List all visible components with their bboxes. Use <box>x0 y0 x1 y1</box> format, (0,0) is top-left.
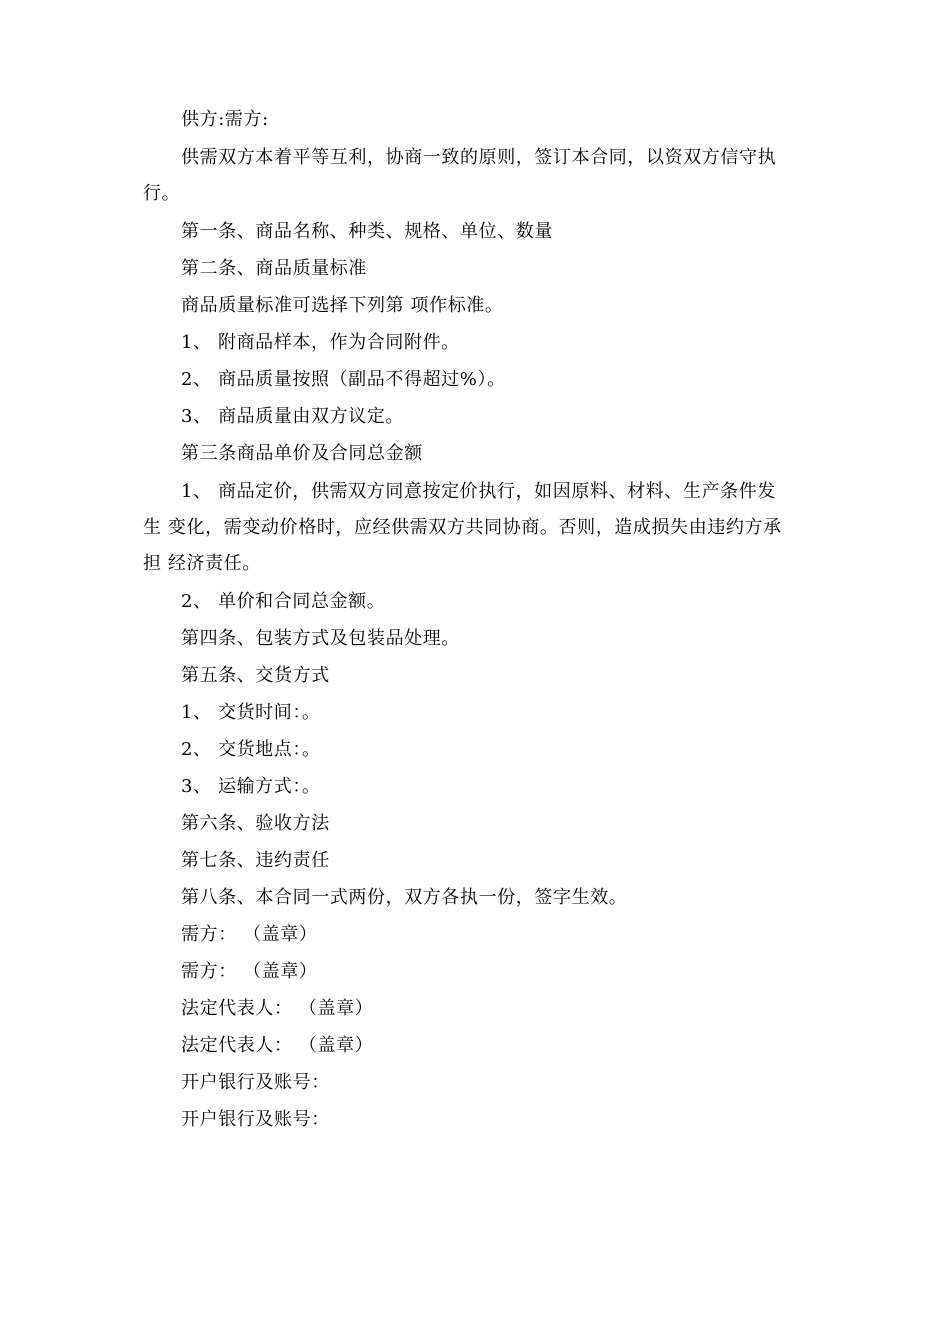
signature-party-2: 需方： （盖章） <box>181 961 318 982</box>
quality-item-3: 3、 商品质量由双方议定。 <box>181 406 404 427</box>
quality-item-2: 2、 商品质量按照（副品不得超过%）。 <box>181 369 506 390</box>
price-item-2: 2、 单价和合同总金额。 <box>181 591 386 612</box>
bank-account-1: 开户银行及账号： <box>181 1072 330 1093</box>
article-5-heading: 第五条、交货方式 <box>181 665 330 686</box>
preamble-line-1: 供需双方本着平等互利，协商一致的原则，签订本合同，以资双方信守执 <box>181 147 777 168</box>
price-item-1-line-3: 担 经济责任。 <box>143 553 261 574</box>
price-item-1-line-2: 生 变化，需变动价格时，应经供需双方共同协商。否则，造成损失由违约方承 <box>143 517 782 538</box>
quality-standard-line: 商品质量标准可选择下列第 项作标准。 <box>181 295 504 316</box>
signature-party-1: 需方： （盖章） <box>181 924 318 945</box>
quality-item-1: 1、 附商品样本，作为合同附件。 <box>181 332 460 353</box>
article-8-heading: 第八条、本合同一式两份，双方各执一份，签字生效。 <box>181 887 628 908</box>
parties-line: 供方:需方: <box>181 109 269 130</box>
article-2-heading: 第二条、商品质量标准 <box>181 258 367 279</box>
article-3-heading: 第三条商品单价及合同总金额 <box>181 443 423 464</box>
delivery-item-3: 3、 运输方式：。 <box>181 776 321 797</box>
article-1-heading: 第一条、商品名称、种类、规格、单位、数量 <box>181 221 553 242</box>
legal-representative-2: 法定代表人： （盖章） <box>181 1035 374 1056</box>
delivery-item-2: 2、 交货地点：。 <box>181 739 321 760</box>
article-4-heading: 第四条、包装方式及包装品处理。 <box>181 628 460 649</box>
delivery-item-1: 1、 交货时间：。 <box>181 702 321 723</box>
article-6-heading: 第六条、验收方法 <box>181 813 330 834</box>
legal-representative-1: 法定代表人： （盖章） <box>181 998 374 1019</box>
preamble-line-2: 行。 <box>143 183 181 204</box>
bank-account-2: 开户银行及账号： <box>181 1109 330 1130</box>
article-7-heading: 第七条、违约责任 <box>181 850 330 871</box>
price-item-1-line-1: 1、 商品定价，供需双方同意按定价执行，如因原料、材料、生产条件发 <box>181 481 776 502</box>
